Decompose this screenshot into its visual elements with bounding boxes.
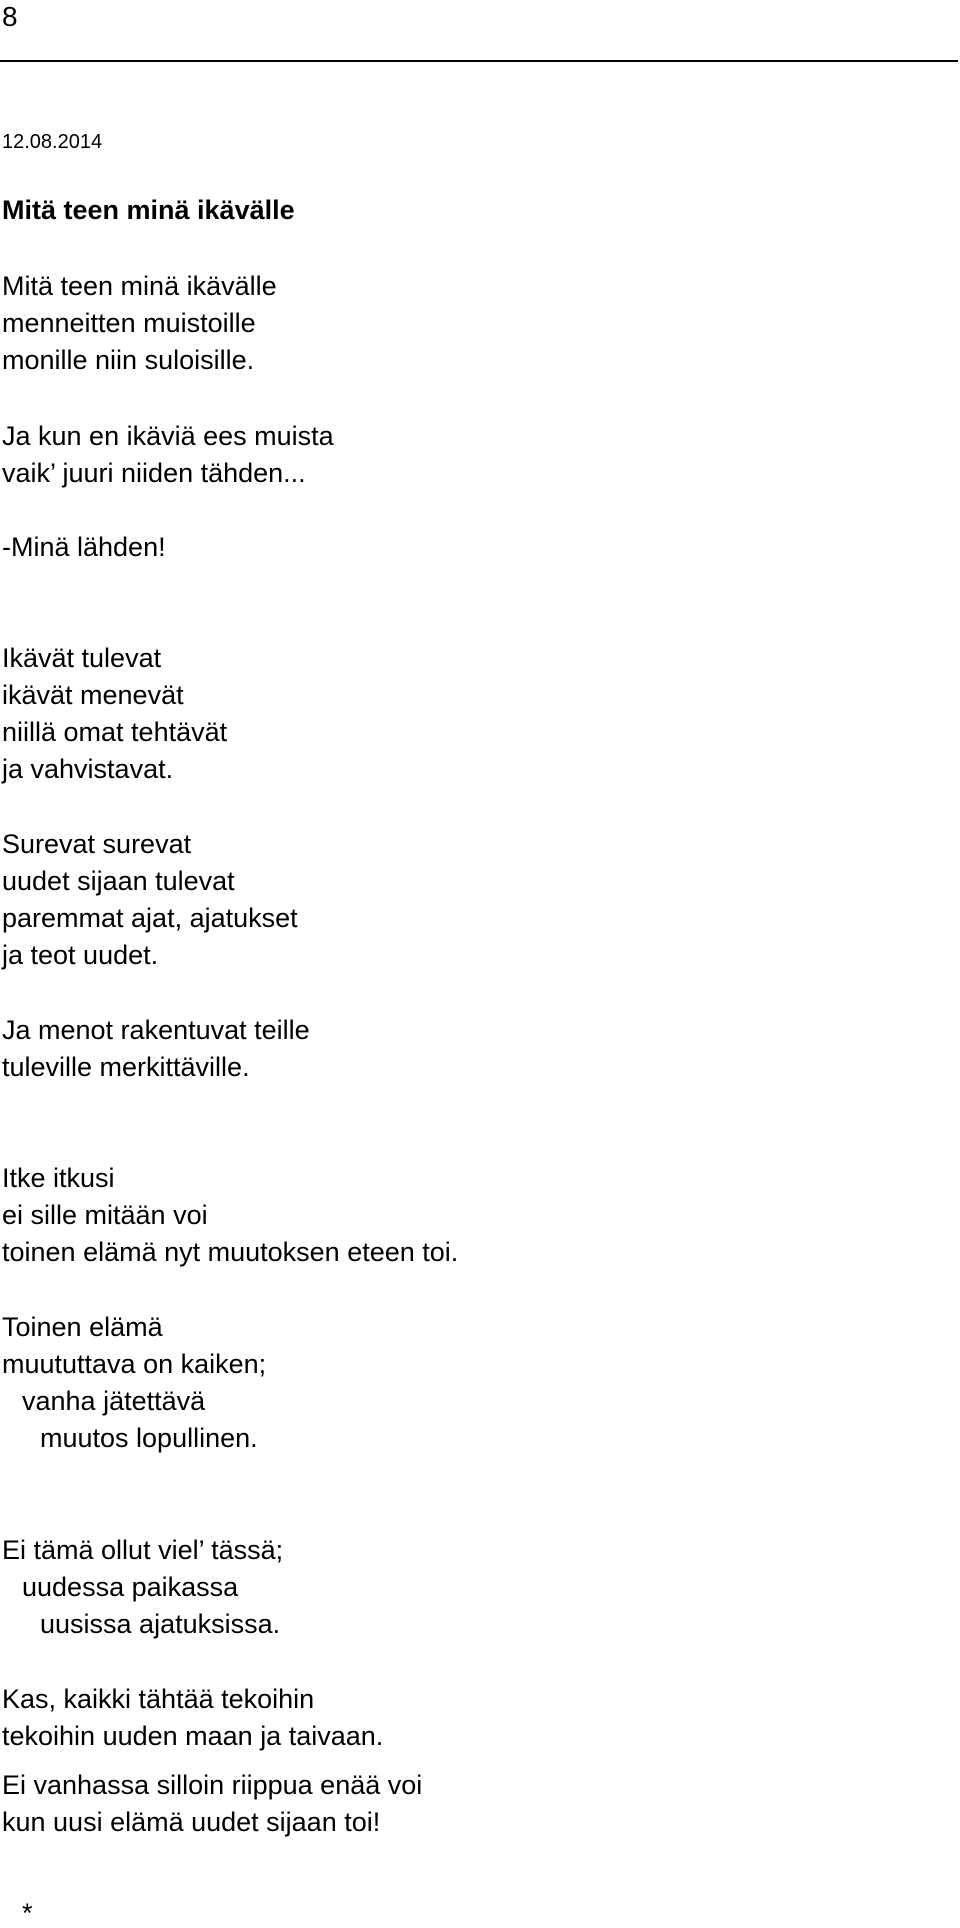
poem-line: ikävät menevät bbox=[2, 680, 184, 710]
poem-line: uudet sijaan tulevat bbox=[2, 866, 235, 896]
poem-line: Mitä teen minä ikävälle bbox=[2, 271, 277, 301]
poem-line: uusissa ajatuksissa. bbox=[40, 1609, 281, 1639]
poem-line: toinen elämä nyt muutoksen eteen toi. bbox=[2, 1237, 459, 1267]
poem-line: ei sille mitään voi bbox=[2, 1200, 208, 1230]
stanza-7 bbox=[2, 1160, 458, 1271]
stanza-11 bbox=[2, 1767, 422, 1841]
poem-line: muutos lopullinen. bbox=[40, 1423, 258, 1453]
poem-line: ja vahvistavat. bbox=[2, 754, 174, 784]
poem-line: niillä omat tehtävät bbox=[2, 717, 228, 747]
stanza-5 bbox=[2, 826, 298, 974]
poem-line: kun uusi elämä uudet sijaan toi! bbox=[2, 1807, 381, 1837]
stanza-4 bbox=[2, 640, 227, 788]
poem-line: Itke itkusi bbox=[2, 1163, 115, 1193]
poem-line: Ei tämä ollut viel’ tässä; bbox=[2, 1535, 284, 1565]
poem-line: Toinen elämä bbox=[2, 1312, 163, 1342]
stanza-8 bbox=[2, 1309, 266, 1457]
stanza-6 bbox=[2, 1012, 310, 1086]
stanza-9 bbox=[2, 1532, 283, 1643]
stanza-10 bbox=[2, 1681, 383, 1755]
page-number: 8 bbox=[2, 1, 18, 32]
poem-line: uudessa paikassa bbox=[22, 1572, 239, 1602]
poem-line: tuleville merkittäville. bbox=[2, 1052, 250, 1082]
stanza-2 bbox=[2, 418, 334, 492]
poem-line: menneitten muistoille bbox=[2, 308, 256, 338]
poem-line: ja teot uudet. bbox=[2, 940, 159, 970]
poem-date: 12.08.2014 bbox=[2, 131, 103, 153]
poem-line: monille niin suloisille. bbox=[2, 345, 255, 375]
poem-line: Ja menot rakentuvat teille bbox=[2, 1015, 310, 1045]
stanza-1 bbox=[2, 268, 277, 379]
stanza-3 bbox=[2, 529, 166, 566]
poem-line: vanha jätettävä bbox=[22, 1386, 206, 1416]
poem-line: Kas, kaikki tähtää tekoihin bbox=[2, 1684, 315, 1714]
poem-line: Ja kun en ikäviä ees muista bbox=[2, 421, 334, 451]
poem-line: Ei vanhassa silloin riippua enää voi bbox=[2, 1770, 423, 1800]
poem-line: tekoihin uuden maan ja taivaan. bbox=[2, 1721, 384, 1751]
poem-line: vaik’ juuri niiden tähden... bbox=[2, 458, 306, 488]
poem-line: Surevat surevat bbox=[2, 829, 192, 859]
poem-line: -Minä lähden! bbox=[2, 532, 166, 562]
poem-line: paremmat ajat, ajatukset bbox=[2, 903, 298, 933]
header-rule bbox=[0, 60, 958, 62]
poem-line: muututtava on kaiken; bbox=[2, 1349, 267, 1379]
poem-line: Ikävät tulevat bbox=[2, 643, 162, 673]
poem-title: Mitä teen minä ikävälle bbox=[2, 195, 295, 225]
end-mark: * bbox=[22, 1898, 33, 1928]
